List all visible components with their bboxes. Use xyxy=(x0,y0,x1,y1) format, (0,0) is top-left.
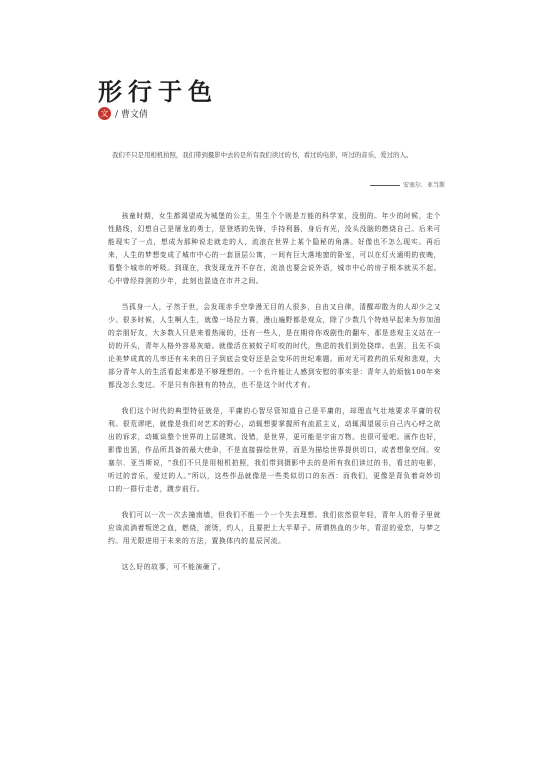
quote-attribution xyxy=(370,180,445,189)
attribution-dash xyxy=(370,185,400,186)
body-paragraph: 我们可以一次一次去撞南墙，但我们不能一个一个失去理想。我们依然很年轻，青年人的骨子里就应该流淌着叛逆之血，燃烧，滚烫，灼人，且要把上大半辈子。所谓热血的少年，青涩的爱恋，与梦之约。用无限进用于未来的方法，置换体内的星辰河流。 xyxy=(108,511,441,545)
body-paragraph: 这么好的故事，可不能演砸了。 xyxy=(121,563,226,571)
attribution-name: 安塞尔．亚当斯 xyxy=(403,182,446,189)
author-name: / 曹文倩 xyxy=(115,110,148,120)
intro-quote: 我们不只是用相机拍照，我们带到摄影中去的是所有我们读过的书，看过的电影，听过的音乐，爱过的人。 xyxy=(112,151,413,159)
author-badge: 文 xyxy=(98,107,111,120)
body-paragraph: 当孤身一人，孑然于世，会发现赤手空拳漫无目的人很多，自由又自律，清醒却散为的人却少之又少。很多时候，人生啊人生，就像一场拉力赛，漫山遍野都是观众，除了少数几个特地早起来为你加油的亲朋好友，大多数人只是来看热闹的，还有一些人，是在期待你戏剧性的翻车，那是悲观主义站在一切的开头，青年人格外容易灰暗。就像活在被蚊子叮咬的时代，焦虑的我们到处挠痒。也罢，且先不谈论美梦成真的几率还有未来的日子到底会变好还是会变坏的世纪难题。面对无可救药的乐观和悲观，大部分青年人的生活看起来都是不够理想的。一个也许能让人感到安慰的事实是：青年人的烦恼100年来都没怎么变过。不是只有你独有的特点，也不是这个时代才有。 xyxy=(108,303,441,389)
body-paragraph: 孩童时期，女生都渴望成为城堡的公主，男生个个则是万能的科学家，没别的。年少的时候，走个性路线，幻想自己是屠龙的勇士，是登塔的先锋，手持利器，身后有光，没头没脑的燃烧自己。后来可能现实了一点，想成为那种说走就走的人，流浪在世界上某个隐秘的角落。好像也不怎么现实。再后来，人生的梦想变成了城市中心的一套顶层公寓，一间有巨大落地窗的卧室，可以在灯火通明的夜晚，看整个城市的呼吸。到现在，我发现龙并不存在，流浪也要会说外语，城市中心的房子根本就买不起。心中曾经持剑的少年，此刻也混迹在市井之间。 xyxy=(108,212,441,285)
article-body xyxy=(108,210,441,587)
byline xyxy=(98,107,148,120)
body-paragraph: 我们这个时代的典型特征就是，平庸的心智尽管知道自己是平庸的，却理直气壮地要求平庸的权利。很荒谬吧，就像是我们对艺术的野心，动辄想要掌握所有流派主义，动辄渴望展示自己内心呼之欲出的诉求，动辄谈整个世界的上层建筑。没错，是世界，更可能是宇宙万物。也很可爱吧。画作也好，影像也罢，作品所具备的最大使命，不是直接描绘世界，而是为描绘世界提供切口，或者想象空间。安塞尔．亚当斯说，“我们不只是用相机拍照，我们带到摄影中去的是所有我们读过的书，看过的电影，听过的音乐，爱过的人。”所以，这些作品就像是一些类似切口的东西：而我们，更像是背负着奇妙切口的一群行走者，踱步前行。 xyxy=(108,407,441,493)
article-title: 形行于色 xyxy=(98,77,218,106)
